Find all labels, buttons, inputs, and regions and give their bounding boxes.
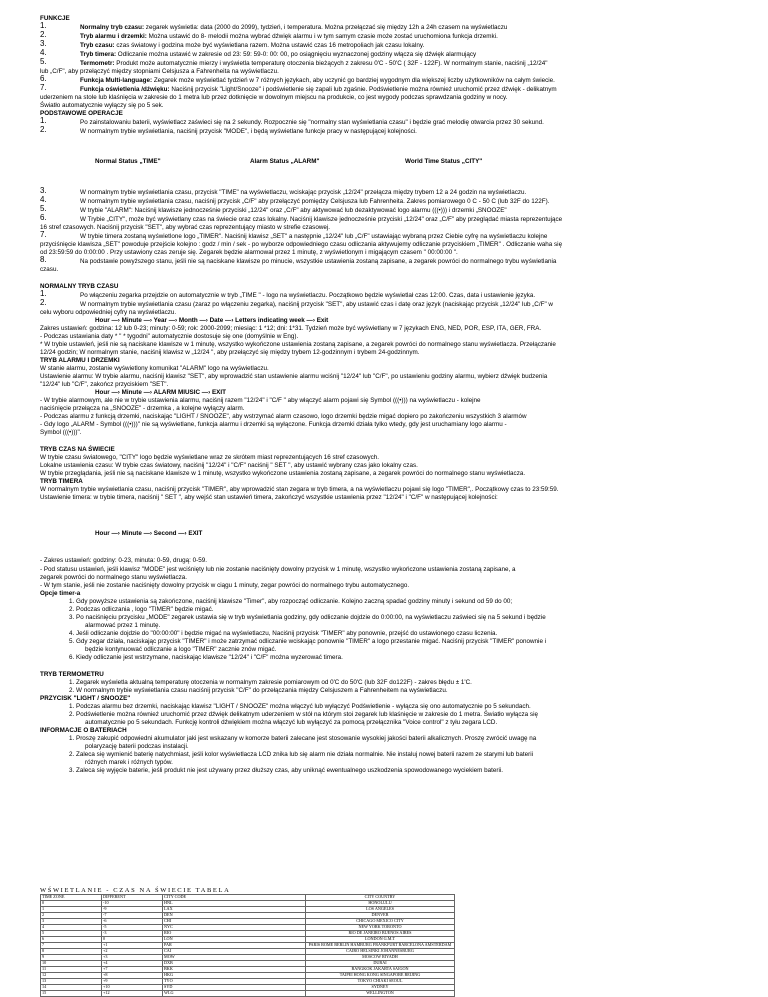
table-cell: LON [163,937,306,943]
table-header-cell: DIFFERENT [102,895,163,901]
text-line: Funkcja Multi-language: Zegarek może wyświetlać tydzień w 7 różnych językach, aby uczynić go bardziej wygodnym dla większej liczby użytkowników na całym świecie. [80,77,555,84]
table-cell: -5 [102,925,163,931]
text-line: czasu. [40,266,59,273]
table-cell: LONDON G.M.T [306,937,455,943]
text-line: Normalny tryb czasu: zegarek wyświetla: data (2000 do 2099), tydzień, i temperatura. Można przełączać się między 12h a 24h czasem na wyświetlaczu [80,24,508,31]
text-line: W stanie alarmu, zostanie wyświetlony komunikat "ALARM" logo na wyświetlaczu. [40,365,269,372]
table-cell: WELLINGTON [306,991,455,997]
text-line: będzie kontynuować odliczanie a logo "TIMER" zacznie znów migać. [85,646,277,653]
table-cell: CHI [163,919,306,925]
table-cell: -7 [102,913,163,919]
table-cell: 3 [41,919,102,925]
table-cell: +2 [102,949,163,955]
text-line: Po zainstalowaniu baterii, wyświetlacz zaświeci się na 2 sekundy. Rozpocznie się "normalny stan wyświetlania czasu" i będzie grać melodię otwarcia przez 30 sekund. [80,119,544,126]
table-cell: BANGKOK JAKARTA SAIGON [306,967,455,973]
list-number: 8. [40,255,47,264]
text-line: Lokalne ustawienia czasu: W trybie czas światowy, naciśnij "12/24" i "C/F" naciśnij " SET ", aby ustawić wybrany czas jako lokalny czas. [40,462,418,469]
text-line: 2. Podświetlenie można również uruchomić przez dźwięk delikatnym uderzeniem w stół na którym stoi zegarek lub klaśnięcie w zakresie do 1 metra. Światło wyłącza się [69,711,538,718]
text-line: Na podstawie powyższego stanu, jeśli nie są naciskane klawisze po minucie, wszystkie ustawienia zostaną zapisane, a zegarek powróci do normalnego trybu wyświetlania [80,258,557,265]
text-line: 2. W normalnym trybie wyświetlania czasu naciśnij przycisk "C/F" do przełączania między Celsjuszem a Fahrenheitem na wyświetlaczu. [69,687,448,694]
text-line: - Podczas ustawiania daty * " * tygodni" automatycznie dostosuje się one (domyślnie w Eng). [40,333,299,340]
text-line: celu wyboru odpowiedniej cyfry na wyświetlaczu. [40,309,177,316]
table-cell: PAR [163,943,306,949]
table-cell: 12 [41,973,102,979]
text-line: 5. Gdy zegar działa, naciskając przycisk "TIMER" i może zatrzymać odliczanie wciskając ponownie "TIMER" a logo przestanie migać. Naciśnij przycisk "TIMER" ponownie i [69,638,547,645]
table-cell: 8 [41,949,102,955]
text-line: Hour —› Minute —› Second —› EXIT [95,530,203,537]
table-cell: LAX [163,907,306,913]
text-line: Tryb timera: Odliczanie można ustawić w zakresie od 23: 59: 59-0: 00: 00, po osiągnięciu wyznaczonej godziny włącza się dźwięk alarmujący [80,51,477,58]
table-cell: +8 [102,973,163,979]
list-number: 2. [40,125,47,134]
text-line: automatycznie po 5 sekundach. Funkcję kontroli dźwiękiem można włączyć lub wyłączyć za pomocą przełącznika "Voice control" z tyłu zegara LCD. [85,719,498,726]
table-cell: 4 [41,925,102,931]
text-line: - W trybie alarmowym, ale nie w trybie ustawienia alarmu, naciśnij razem "12/24" i "C/F " aby włączyć alarm pojawi się Symbol (((•))) na wyświetlaczu - kolejne [40,397,481,404]
table-header-cell: TIME ZONE [41,895,102,901]
list-number: 5. [40,57,47,66]
list-number: 1. [40,116,47,125]
timezone-table-title: WŚWIETLANIE - CZAS NA ŚWIECIE TABELA [40,887,231,894]
text-line: INFORMACJE O BATERIACH [40,727,127,734]
text-line: W Trybie „CITY", może być wyświetlany czas na świecie oraz czas lokalny. Naciśnij klawisze jednocześnie przyciski „12/24" oraz „C/F" aby przeglądać miasta reprezentujące [80,216,563,223]
text-line: Tryb alarmu i drzemki: Można ustawić do 8- melodii można wybrać dźwięk alarmu i w tym samym czasie może zostać uruchomiona funkcja drzemki. [80,33,498,40]
table-cell: RIO [163,931,306,937]
text-line: 1. Zegarek wyświetla aktualną temperaturę otoczenia w normalnym zakresie pomiarowym od 0'C do 50'C (lub 32F do122F) - zakres błędu ± 1'C. [69,679,472,686]
text-line: W normalnym trybie wyświetlania czasu, naciśnij przycisk "TIMER", aby wprowadzić stan zegara w tryb timera, a na wyświetlaczu pojawi się logo "TIMER",. Początkowy czas to 23:59:59. [40,486,559,493]
table-cell: SYDNEY [306,985,455,991]
list-number: 6. [40,74,47,83]
text-line: TRYB TERMOMETRU [40,671,104,678]
table-cell: RIO DE JANEIRO BUENOS AIRES [306,931,455,937]
table-cell: 5 [41,931,102,937]
text-line: Ustawienie timera: w trybie timera, naciśnij " SET ", aby wejść stan ustawień timera, zakończyć wszystkie ustawienia przez "12/24" i "C/F" w następującej kolejności: [40,494,498,501]
text-line: FUNKCJE [40,15,70,22]
table-cell: NEW YORK TORONTO [306,925,455,931]
table-cell: MOSCOW RIYADH [306,955,455,961]
text-line: zegarek powróci do normalnego stanu wyświetlacza. [40,574,188,581]
text-line: 1. Proszę zakupić odpowiedni akumulator jaki jest wskazany w komorze baterii zalecane jest stosowanie wysokiej jakości baterii alkalicznych. Proszę zwrócić uwagę na [69,735,537,742]
text-line: lub „C/F", aby przełączyć między stopniami Celsjusza a Fahrenheita na wyświetlaczu. [40,68,279,75]
table-cell: 11 [41,967,102,973]
table-cell: DXB [163,961,306,967]
text-line: PRZYCISK "LIGHT / SNOOZE" [40,695,131,702]
table-cell: LOS ANGELES [306,907,455,913]
table-cell: TAIPEI HONG KONG SINGAPORE BEIJING [306,973,455,979]
text-line: - Zakres ustawień: godziny: 0-23, minuta: 0-59, drugą: 0-59. [40,557,207,564]
table-cell: 13 [41,979,102,985]
text-line: różnych marek i różnych typów. [85,759,173,766]
text-line: 3. Zaleca się wyjęcie baterie, jeśli produkt nie jest używany przez dłuższy czas, aby uniknąć ewentualnego uszkodzenia spowodowanego wyciekiem baterii. [69,767,504,774]
text-line: W normalnym trybie wyświetlania czasu (zaraz po włączeniu zegarka), naciśnij przycisk "SET", aby ustawić czas i datę oraz język (naciskając przycisk „12/24" lub „C/F" w [80,301,553,308]
table-cell: -6 [102,919,163,925]
text-line: TRYB TIMERA [40,478,83,485]
text-line: W normalnym trybie wyświetlania, naciśnij przycisk "MODE", i będą wyświetlane funkcje pracy w następującej kolejności. [80,128,417,135]
text-line: W trybie timera zostaną wyświetlone logo „TIMER". Naciśnij klawisz „SET" a następnie „12/24" lub „C/F" ustawiając wybraną przez Ciebie cyfrę na wyświetlaczu kolejne [80,233,548,240]
list-number: 5. [40,204,47,213]
list-number: 1. [40,289,47,298]
text-line: PODSTAWOWE OPERACJE [40,110,123,117]
table-cell: 10 [41,961,102,967]
text-line: Ustawienie alarmu: W trybie alarmu, naciśnij klawisz "SET", aby wprowadzić stan ustawienie alarmu wciśnij "12/24" lub "C/F", po ustawieniu godziny alarmu, wybierz dźwięk budzenia [40,373,548,380]
table-header-cell: CITY CODE [163,895,306,901]
text-line: Termometr: Produkt może automatycznie mierzy i wyświetla temperaturę otoczenia bieżących z zakresu 0'C - 50'C ( 32F - 122F). W normalnym stanie, naciśnij „12/24" [80,60,548,67]
text-line: Po włączeniu zegarka przejdzie on automatycznie w tryb „TIME " - logo na wyświetlaczu. Początkowo będzie wyświetlał czas 12:00. Czas, data i ustawienie języka. [80,292,536,299]
list-number: 7. [40,230,47,239]
table-cell: PARIS ROME BERLIN HAMBURG FRANKFURT BARCELONA AMSTERDAM [306,943,455,949]
text-line: Tryb czasu: czas światowy i godzina może być wyświetlana razem. Można ustawić czas 16 metropoliach jak czasu lokalny. [80,42,425,49]
text-line: 16 stref czasowych. Naciśnij przycisk "SET", aby wybrać czas reprezentujący miasto w strefie czasowej. [40,224,331,231]
table-cell: 15 [41,991,102,997]
table-cell: HNL [163,901,306,907]
table-cell: MOW [163,955,306,961]
text-line: - W tym stanie, jeśli nie zostanie naciśnięty dowolny przycisk w ciągu 1 minuty, zegar powróci do normalnego trybu automatycznego. [40,582,410,589]
text-line: uderzeniem na stole lub klaśnięcia w zakresie do 1 metra lub przez dotknięcie w dowolnym miejscu na produkcie, co jest wygody podczas sprawdzania godziny w nocy. [40,94,508,101]
table-cell: +7 [102,967,163,973]
table-cell: 7 [41,943,102,949]
text-line: W trybie "ALARM": Naciśnij klawisze jednocześnie przyciski „12/24" oraz „C/F" aby aktywować lub dezaktywować logo alarmu (((•))) i drzemki „SNOOZE" [80,207,507,214]
text-line: W trybie przeglądania, jeśli nie są naciskane klawisze w 1 minutę, wszystko wykończone ustawienia zostaną zapisane, a zegarek powróci do normalnego stanu wyświetlacza. [40,470,526,477]
text-line: NORMALNY TRYB CZASU [40,283,119,290]
timezone-table [40,894,455,997]
text-line: przyciśnięcie klawisza „SET" powoduje przejście kolejno : godz / min / sek - po wyborze odpowiedniego czasu odliczania aktywujemy odliczanie przyciskiem „TIMER" . Odliczanie waha się [40,241,563,248]
list-number: 4. [40,48,47,57]
text-line: Hour —› Minute —› Year —› Month —› Date —› Letters indicating week —› Exit [95,317,329,324]
table-cell: 2 [41,913,102,919]
table-cell: +10 [102,985,163,991]
text-line: Hour —› Minute —› ALARM MIUSIC —› EXIT [95,389,226,396]
table-cell: CHICAGO MEXICO CITY [306,919,455,925]
table-header-cell: CITY COUNTRY [306,895,455,901]
text-line: 3. Po naciśnięciu przycisku „MODE" zegarek ustawia się w tryb wyświetlania godziny, gdy odliczanie dojdzie do 0:00:00, na wyświetlaczu zaświeci się na 5 sekund i będzie [69,614,546,621]
table-cell: -10 [102,901,163,907]
text-line: - Pod statusu ustawień, jeśli klawisz "MODE" jest wciśnięty lub nie zostanie naciśnięty dowolny przycisk w 1 minutę, wszystko wykończone ustawienia zostaną zapisane, a [40,566,516,573]
table-cell: DEN [163,913,306,919]
text-line: 1. Podczas alarmu bez drzemki, naciskając klawisz "LIGHT / SNOOZE" można włączyć lub wyłączyć Podświetlenie - wyłącza się ono automatycznie po 5 sekundach. [69,703,531,710]
text-line: W normalnym trybie wyświetlania czasu, naciśnij przycisk „C/F" aby przełączyć pomiędzy Celsjusza lub Fahrenheita. Zakres pomiarowego 0 C - 50 C (lub 32F do 122F). [80,198,550,205]
text-line: TRYB ALARMU I DRZEMKI [40,357,120,364]
text-line: 12/24 godzin; W normalnym stanie, naciśnij klawisz w „12/24 ", aby przełączyć się między trybem 12-godzinnym i trybem 24-godzinnym. [40,349,420,356]
table-cell: CAI [163,949,306,955]
table-cell: BKK [163,967,306,973]
table-cell: DUBAI [306,961,455,967]
text-line: Symbol (((•)))". [40,429,82,436]
list-number: 3. [40,39,47,48]
text-line: Zakres ustawień: godzina: 12 lub 0-23; minuty: 0-59; rok: 2000-2099; miesiąc: 1 *12; dni: 1*31. Tydzień może być wyświetlany w 7 językach ENG, NED, POR, ESP, ITA, GER, FRA. [40,325,542,332]
text-line: W normalnym trybie wyświetlania czasu, przycisk "TIME" na wyświetlaczu, wciskając przycisk „12/24" przełącza między trybem 12 a 24 godzin na wyświetlaczu. [80,189,527,196]
table-cell: DENVER [306,913,455,919]
text-line: alarmować przez 1 minutę. [85,622,161,629]
list-number: 1. [40,21,47,30]
text-line: 4. Jeśli odliczanie dojdzie do "00:00:00" i będzie migać na wyświetlaczu, Naciśnij przycisk "TIMER" aby ponownie, przejść do ustawionego czasu liczenia. [69,630,498,637]
text-line: Opcje timer-a [40,590,81,597]
list-number: 2. [40,298,47,307]
list-number: 3. [40,186,47,195]
table-cell: 1 [41,907,102,913]
table-cell: HONOLULU [306,901,455,907]
table-cell: WLG [163,991,306,997]
text-line: * W trybie ustawień, jeśli nie są naciskane klawisze w 1 minutę, wszystko wykończone ustawienia zostaną zapisane, a zegarek powróci do normalnego stanu wyświetlacza. Przełączanie [40,341,556,348]
table-cell: 14 [41,985,102,991]
text-line: 6. Kiedy odliczanie jest wstrzymane, naciskając klawisze "12/24" i "C/F" można wyzerować timera. [69,654,343,661]
table-cell: CAIRO HELSINKI JOHANNESBURG [306,949,455,955]
list-number: 4. [40,195,47,204]
table-cell: TOKYO CHIAKI SEOUL [306,979,455,985]
text-line: TRYB CZAS NA ŚWIECIE [40,446,115,453]
text-line: 2. Podczas odliczania , logo "TIMER" będzie migać. [69,606,214,613]
table-cell: 9 [41,955,102,961]
table-cell: +4 [102,961,163,967]
text-line: polaryzację baterii podczas instalacji. [85,743,189,750]
table-cell: +3 [102,955,163,961]
text-line: Funkcja oświetlenia /dźwięku: Naciśnij przycisk "Light/Snooze" i podświetlenie się zapali lub zgaśnie. Podświetlenie można również uruchomić przez dźwięk - delikatnym [80,86,557,93]
status-label: World Time Status „CITY" [405,158,483,165]
list-number: 2. [40,30,47,39]
list-number: 7. [40,83,47,92]
table-cell: +12 [102,991,163,997]
table-cell: HKG [163,973,306,979]
table-cell: 0 [102,937,163,943]
status-label: Alarm Status „ALARM" [250,158,320,165]
status-label: Normal Status „TIME" [95,158,161,165]
table-cell: TYO [163,979,306,985]
text-line: 1. Gdy powyższe ustawienia są zakończone, naciśnij klawisze "Timer", aby rozpocząć odliczanie. Kolejno zaczną spadać godziny minuty i sekund od 59 do 00; [69,598,513,605]
text-line: "12/24" lub "C/F", zakończ przyciskiem "SET". [40,381,169,388]
text-line: 2. Zaleca się wymienić baterię natychmiast, jeśli kolor wyświetlacza LCD znika lub się alarm nie działa normalnie. Nie instaluj nowej baterii razem ze starymi lub baterii [69,751,534,758]
table-cell: +1 [102,943,163,949]
text-line: - Podczas alarmu z funkcją drzemki, naciskając "LIGHT / SNOOZE", aby wstrzymać alarm czasowo, logo drzemki będzie migać dopiero po zakończeniu wszystkich 3 alarmów [40,413,527,420]
text-line: W trybie czasu światowego, "CITY" logo będzie wyświetlane wraz ze skrótem miast reprezentujących 16 stref czasowych. [40,454,380,461]
table-cell: NYC [163,925,306,931]
text-line: Światło automatycznie wyłączy się po 5 sek. [40,102,164,109]
text-line: - Gdy logo „ALARM - Symbol (((•)))" nie są wyświetlane, funkcja alarmu i drzemki są wyłączone. Funkcja drzemki działa tylko wtedy, gdy jest uruchamiany logo alarmu - [40,421,507,428]
table-cell: 0 [41,901,102,907]
list-number: 6. [40,213,47,222]
table-cell: SYD [163,985,306,991]
text-line: od 23:59:59 do 0:00:00 . Przy ustawiony czas zeruje się. Zegarek będzie alarmował przez 1 minutę, z wyświetlonym i migającym czasem " 00:00:00 ". [40,249,458,256]
table-cell: -3 [102,931,163,937]
text-line: naciśnięcie przełącza na „SNOOZE" - drzemka , a kolejne wyłączy alarm. [40,405,245,412]
table-cell: 6 [41,937,102,943]
table-cell: -9 [102,907,163,913]
table-cell: +9 [102,979,163,985]
